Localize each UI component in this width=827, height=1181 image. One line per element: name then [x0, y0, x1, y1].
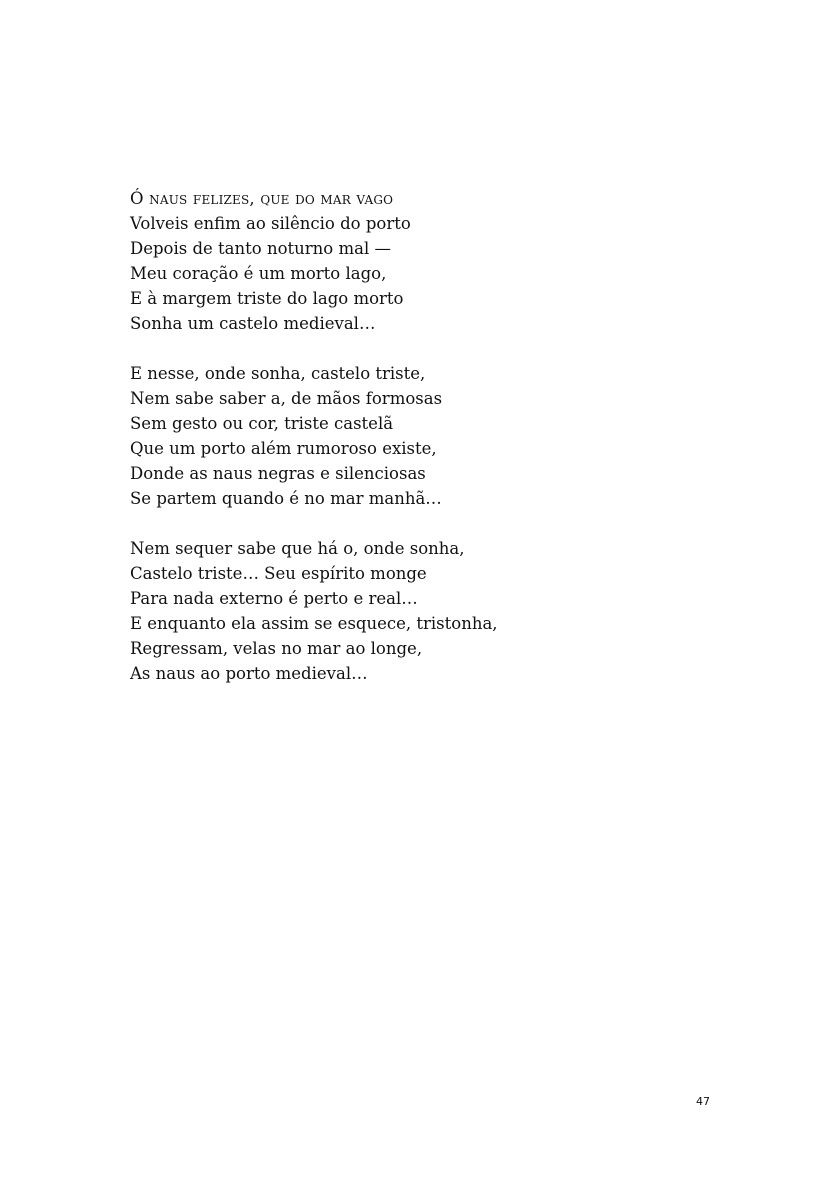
poem-line: Nem sequer sabe que há o, onde sonha,: [130, 539, 465, 558]
poem-line: As naus ao porto medieval…: [130, 664, 368, 683]
poem-line: Sem gesto ou cor, triste castelã: [130, 414, 394, 433]
poem-line: Depois de tanto noturno mal —: [130, 239, 391, 258]
stanza-1: [130, 186, 730, 336]
poem-line: Para nada externo é perto e real…: [130, 589, 418, 608]
poem-line: Ó naus felizes, que do mar vago: [130, 189, 394, 208]
poem-line: Volveis enfim ao silêncio do porto: [130, 214, 411, 233]
poem-line: E enquanto ela assim se esquece, tristonha,: [130, 614, 498, 633]
poem-line: Nem sabe saber a, de mãos formosas: [130, 389, 443, 408]
poem-line: Sonha um castelo medieval…: [130, 314, 376, 333]
poem: [130, 186, 730, 711]
poem-line: E nesse, onde sonha, castelo triste,: [130, 364, 426, 383]
poem-line: Meu coração é um morto lago,: [130, 264, 387, 283]
poem-line: E à margem triste do lago morto: [130, 289, 404, 308]
page-number: 47: [696, 1095, 710, 1108]
stanza-2: [130, 361, 730, 511]
stanza-3: [130, 536, 730, 686]
poem-line: Que um porto além rumoroso existe,: [130, 439, 437, 458]
poem-line: Se partem quando é no mar manhã…: [130, 489, 442, 508]
poem-line: Regressam, velas no mar ao longe,: [130, 639, 423, 658]
poem-line: Donde as naus negras e silenciosas: [130, 464, 426, 483]
poem-line: Castelo triste… Seu espírito monge: [130, 564, 427, 583]
